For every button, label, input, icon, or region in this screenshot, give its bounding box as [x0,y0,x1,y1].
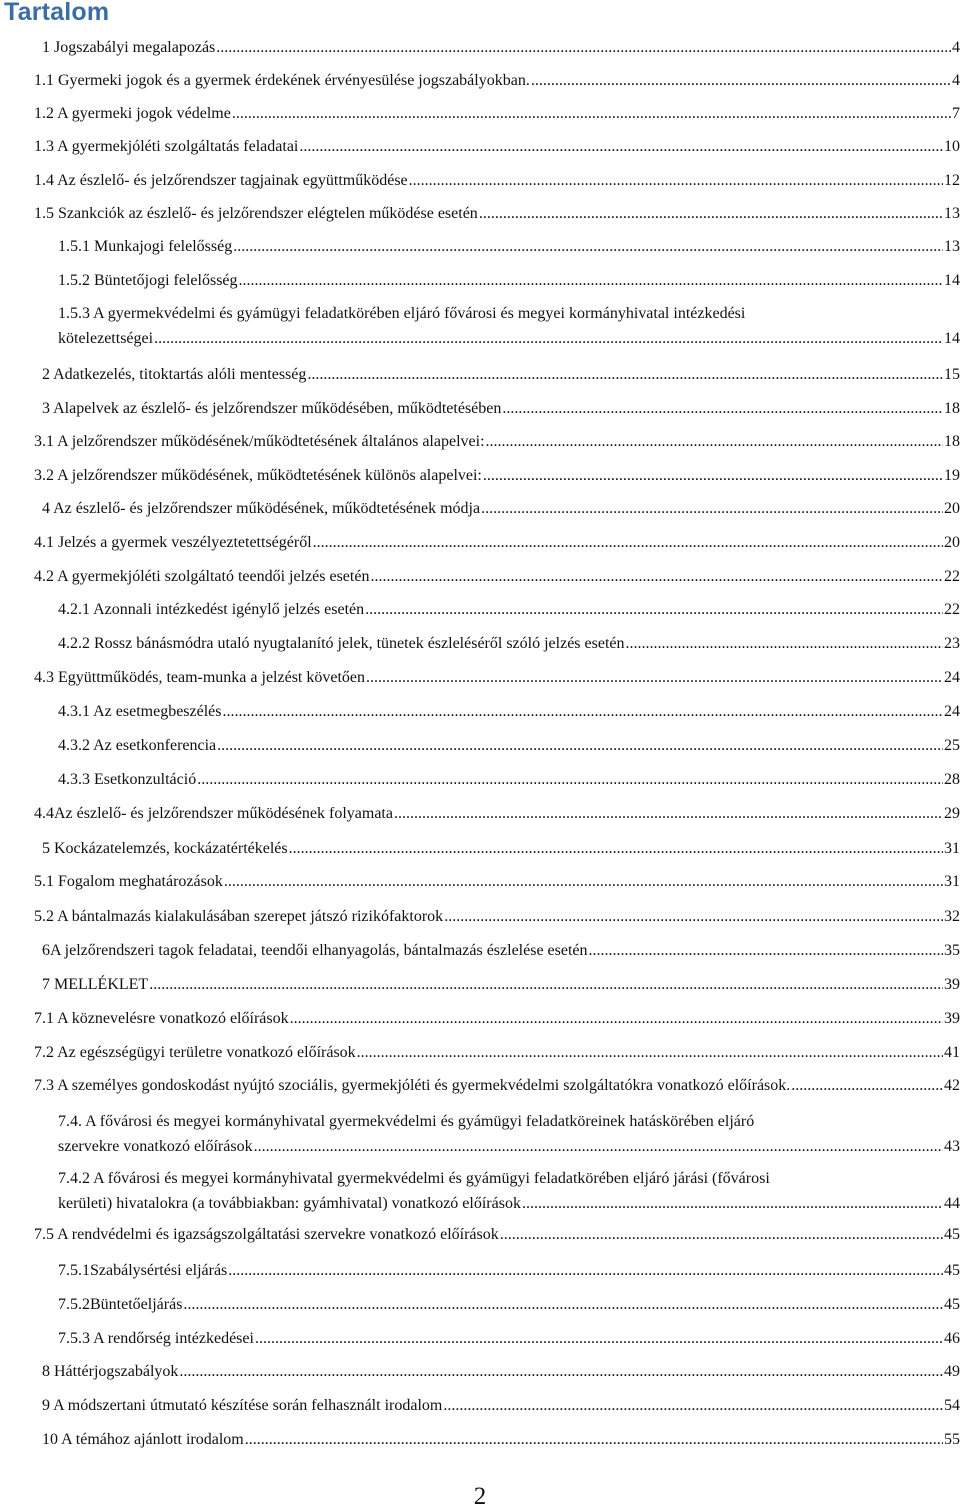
toc-entry-title: 8 Háttérjogszabályok [42,1363,179,1380]
toc-entry[interactable] [34,801,960,826]
toc-entry-title: 4.2.2 Rossz bánásmódra utaló nyugtalanító jelek, tünetek észleléséről szóló jelzés esetén [58,635,625,652]
toc-entry[interactable] [34,530,960,555]
dot-leader [245,1427,943,1452]
dot-leader [290,1006,943,1031]
dot-leader [394,801,943,826]
toc-entry[interactable] [58,767,960,792]
toc-entry[interactable] [58,631,960,656]
toc-entry[interactable] [42,496,960,521]
toc-entry-title: kerületi) hivatalokra (a továbbiakban: gyámhivatal) vonatkozó előírások [58,1195,521,1212]
toc-entry-line [42,972,960,997]
toc-entry-page: 45 [944,1226,960,1243]
toc-entry[interactable] [34,1222,960,1247]
toc-entry-page: 4 [952,72,960,89]
toc-entry-line [42,362,960,387]
toc-entry-title: 4.3 Együttműködés, team-munka a jelzést követően [34,669,366,686]
toc-entry-page: 12 [944,172,960,189]
dot-leader [313,530,943,555]
toc-entry-title: 7 MELLÉKLET [42,976,149,993]
toc-entry[interactable] [34,1040,960,1065]
toc-entry[interactable] [34,564,960,589]
toc-entry-line [34,101,960,126]
dot-leader [481,496,943,521]
toc-entry-title: 7.2 Az egészségügyi területre vonatkozó előírások [34,1044,356,1061]
toc-entry-page: 42 [944,1077,960,1094]
toc-entry-title: 4.3.3 Esetkonzultáció [58,771,197,788]
toc-entry[interactable] [42,1427,960,1452]
toc-entry-title: 4.2.1 Azonnali intézkedést igénylő jelzés esetén [58,601,365,618]
toc-entry-line [34,463,960,488]
toc-entry-title: 4.3.2 Az esetkonferencia [58,737,217,754]
toc-entry-title: 3.1 A jelzőrendszer működésének/működtetésének általános alapelvei: [34,433,485,450]
toc-entry[interactable] [42,1359,960,1384]
dot-leader [409,168,943,193]
toc-entry[interactable] [58,1109,960,1159]
toc-entry-line [34,869,960,894]
dot-leader [443,1393,943,1418]
toc-entry-page: 45 [944,1262,960,1279]
toc-entry-title: 2 Adatkezelés, titoktartás alóli mentesség [42,366,307,383]
dot-leader [217,733,943,758]
dot-leader [307,362,943,387]
toc-entry-page: 46 [944,1330,960,1347]
dot-leader [365,597,943,622]
dot-leader [154,326,943,351]
toc-entry-title: 4.2 A gyermekjóléti szolgáltató teendői jelzés esetén [34,568,370,585]
dot-leader [531,68,951,93]
toc-entry-title: 1.5 Szankciók az észlelő- és jelzőrendszer elégtelen működése esetén [34,205,478,222]
toc-entry-line [58,733,960,758]
toc-entry-page: 20 [944,534,960,551]
toc-entry[interactable] [34,101,960,126]
toc-entry-title: 7.5 A rendvédelmi és igazságszolgáltatási szervekre vonatkozó előírások [34,1226,499,1243]
toc-entry[interactable] [34,201,960,226]
dot-leader [357,1040,943,1065]
toc-entry[interactable] [34,869,960,894]
toc-entry[interactable] [58,1258,960,1283]
toc-entry-line [58,234,960,259]
toc-entry-title: 1.4 Az észlelő- és jelzőrendszer tagjainak együttműködése [34,172,408,189]
dot-leader [223,699,944,724]
toc-entry-page: 14 [944,272,960,289]
toc-entry-title: 1.5.1 Munkajogi felelősség [58,238,233,255]
toc-entry-title: 1.1 Gyermeki jogok és a gyermek érdekének érvényesülése jogszabályokban. [34,72,530,89]
toc-entry-page: 29 [944,805,960,822]
toc-entry-title-line1: 7.4. A fővárosi és megyei kormányhivatal gyermekvédelmi és gyámügyi feladatköreinek hatáskörében eljáró [58,1113,755,1130]
toc-entry-title: 7.5.3 A rendőrség intézkedései [58,1330,254,1347]
dot-leader [479,201,943,226]
toc-entry-page: 43 [944,1138,960,1155]
dot-leader [483,463,943,488]
toc-entry-line [34,1006,960,1031]
toc-entry-page: 41 [944,1044,960,1061]
toc-entry[interactable] [58,733,960,758]
toc-entry-line [34,1222,960,1247]
toc-entry-page: 10 [944,138,960,155]
toc-entry-line [34,168,960,193]
toc-entry-page: 13 [944,238,960,255]
dot-leader [197,767,943,792]
toc-entry-title: 7.5.1Szabálysértési eljárás [58,1262,228,1279]
toc-entry-line [58,1191,960,1216]
dot-leader [233,234,943,259]
toc-entry[interactable] [58,301,960,351]
toc-entry[interactable] [34,68,960,93]
toc-entry-title: 3.2 A jelzőrendszer működésének, működtetésének különös alapelvei: [34,467,482,484]
toc-entry[interactable] [42,972,960,997]
toc-entry-page: 14 [944,330,960,347]
toc-entry-title: 7.5.2Büntetőeljárás [58,1296,183,1313]
toc-entry-title: 1.5.2 Büntetőjogi felelősség [58,272,238,289]
toc-entry-line [58,1292,960,1317]
dot-leader [626,631,944,656]
toc-entry[interactable] [58,1326,960,1351]
dot-leader [255,1326,943,1351]
toc-entry-line [42,496,960,521]
dot-leader [589,938,943,963]
toc-entry[interactable] [34,1073,960,1098]
toc-entry-title-line1: 1.5.3 A gyermekvédelmi és gyámügyi feladatkörében eljáró fővárosi és megyei kormányhivatal intézkedési [58,305,746,322]
toc-entry[interactable] [58,699,960,724]
toc-entry-title: 1.3 A gyermekjóléti szolgáltatás feladatai [34,138,299,155]
toc-entry-title: 4.3.1 Az esetmegbeszélés [58,703,222,720]
toc-entry-page: 18 [944,400,960,417]
toc-entry-title: 4 Az észlelő- és jelzőrendszer működésének, működtetésének módja [42,500,481,517]
toc-entry[interactable] [58,1292,960,1317]
toc-entry-line [58,326,960,351]
dot-leader [183,1292,943,1317]
dot-leader [370,564,943,589]
toc-entry[interactable] [34,463,960,488]
toc-entry-page: 19 [944,467,960,484]
toc-entry-title: 7.3 A személyes gondoskodást nyújtó szociális, gyermekjóléti és gyermekvédelmi szolgáltatókra vonatkozó előírások. [34,1077,791,1094]
toc-entry-title: 5.2 A bántalmazás kialakulásában szerepet játszó rizikófaktorok [34,908,444,925]
dot-leader [224,869,943,894]
dot-leader [486,429,943,454]
toc-entry-page: 39 [944,1010,960,1027]
dot-leader [522,1191,943,1216]
toc-entry-page: 23 [944,635,960,652]
toc-entry[interactable] [34,665,960,690]
toc-entry-title: kötelezettségei [58,330,154,347]
toc-entry-line [58,1258,960,1283]
dot-leader [228,1258,943,1283]
toc-entry-line [34,201,960,226]
toc-entry-page: 39 [944,976,960,993]
toc-entry-line [42,938,960,963]
toc-entry-title: 1.2 A gyermeki jogok védelme [34,105,231,122]
toc-entry-line [42,1393,960,1418]
toc-entry-page: 32 [944,908,960,925]
toc-entry-line [34,1073,960,1098]
toc-entry[interactable] [58,597,960,622]
toc-entry-line [42,836,960,861]
toc-entry-page: 31 [944,873,960,890]
dot-leader [239,268,943,293]
toc-entry-title: 5.1 Fogalom meghatározások [34,873,223,890]
dot-leader [216,35,951,60]
toc-entry-line [58,699,960,724]
toc-entry-title: 6A jelzőrendszeri tagok feladatai, teendői elhanyagolás, bántalmazás észlelése esetén [42,942,588,959]
toc-entry-line [58,597,960,622]
toc-entry-line [34,530,960,555]
dot-leader [179,1359,943,1384]
toc-entry-page: 45 [944,1296,960,1313]
toc-entry-line [42,1427,960,1452]
toc-entry-line [34,801,960,826]
toc-entry[interactable] [42,836,960,861]
toc-entry-line [58,767,960,792]
toc-entry-line [58,268,960,293]
toc-entry[interactable] [42,1393,960,1418]
toc-entry-title: 3 Alapelvek az észlelő- és jelzőrendszer működésében, működtetésében [42,400,502,417]
toc-entry-page: 4 [952,39,960,56]
toc-entry-page: 28 [944,771,960,788]
toc-entry-page: 15 [944,366,960,383]
dot-leader [791,1073,943,1098]
toc-entry-line [34,134,960,159]
toc-entry-page: 25 [944,737,960,754]
toc-entry[interactable] [34,168,960,193]
toc-entry-line [34,68,960,93]
toc-entry-title: 4.4Az észlelő- és jelzőrendszer működésének folyamata [34,805,393,822]
toc-entry[interactable] [42,396,960,421]
dot-leader [366,665,943,690]
toc-entry-title-line1: 7.4.2 A fővárosi és megyei kormányhivatal gyermekvédelmi és gyámügyi feladatkörében eljáró járási (fővárosi [58,1170,770,1187]
toc-entry-page: 49 [944,1363,960,1380]
toc-entry-line [42,35,960,60]
toc-entry[interactable] [34,1006,960,1031]
toc-entry-line [34,665,960,690]
toc-entry-page: 54 [944,1397,960,1414]
toc-entry-line [42,396,960,421]
toc-entry[interactable] [34,134,960,159]
dot-leader [254,1134,943,1159]
toc-entry[interactable] [34,429,960,454]
toc-entry-line [42,1359,960,1384]
toc-entry-page: 24 [944,669,960,686]
toc-entry-page: 24 [944,703,960,720]
dot-leader [289,836,943,861]
toc-title: Tartalom [4,0,110,26]
toc-entry-page: 22 [944,601,960,618]
dot-leader [502,396,943,421]
toc-entry-page: 22 [944,568,960,585]
toc-entry-title: 10 A témához ajánlott irodalom [42,1431,244,1448]
toc-entry[interactable] [42,362,960,387]
toc-entry-title: szervekre vonatkozó előírások [58,1138,253,1155]
toc-entry[interactable] [42,35,960,60]
toc-entry-title: 1 Jogszabályi megalapozás [42,39,216,56]
toc-entry-page: 13 [944,205,960,222]
toc-entry[interactable] [42,938,960,963]
toc-entry-line [58,1134,960,1159]
toc-entry-page: 20 [944,500,960,517]
toc-entry-title: 7.1 A köznevelésre vonatkozó előírások [34,1010,289,1027]
toc-entry-page: 44 [944,1195,960,1212]
toc-entry-line [34,904,960,929]
dot-leader [299,134,943,159]
toc-entry-page: 35 [944,942,960,959]
toc-entry[interactable] [58,1166,960,1216]
toc-entry-page: 18 [944,433,960,450]
dot-leader [444,904,943,929]
toc-entry-page: 7 [952,105,960,122]
dot-leader [232,101,951,126]
toc-entry-line [34,1040,960,1065]
toc-entry-title: 5 Kockázatelemzés, kockázatértékelés [42,840,288,857]
toc-entry[interactable] [34,904,960,929]
toc-entry-line [58,1326,960,1351]
toc-entry-line [34,429,960,454]
dot-leader [149,972,943,997]
toc-entry-title: 4.1 Jelzés a gyermek veszélyeztetettségéről [34,534,312,551]
toc-entry[interactable] [58,234,960,259]
page-number: 2 [473,1483,487,1510]
toc-entry-title: 9 A módszertani útmutató készítése során felhasznált irodalom [42,1397,443,1414]
toc-entry-line [34,564,960,589]
toc-entry-page: 55 [944,1431,960,1448]
toc-entry[interactable] [58,268,960,293]
toc-entry-line [58,631,960,656]
dot-leader [500,1222,943,1247]
toc-entry-page: 31 [944,840,960,857]
